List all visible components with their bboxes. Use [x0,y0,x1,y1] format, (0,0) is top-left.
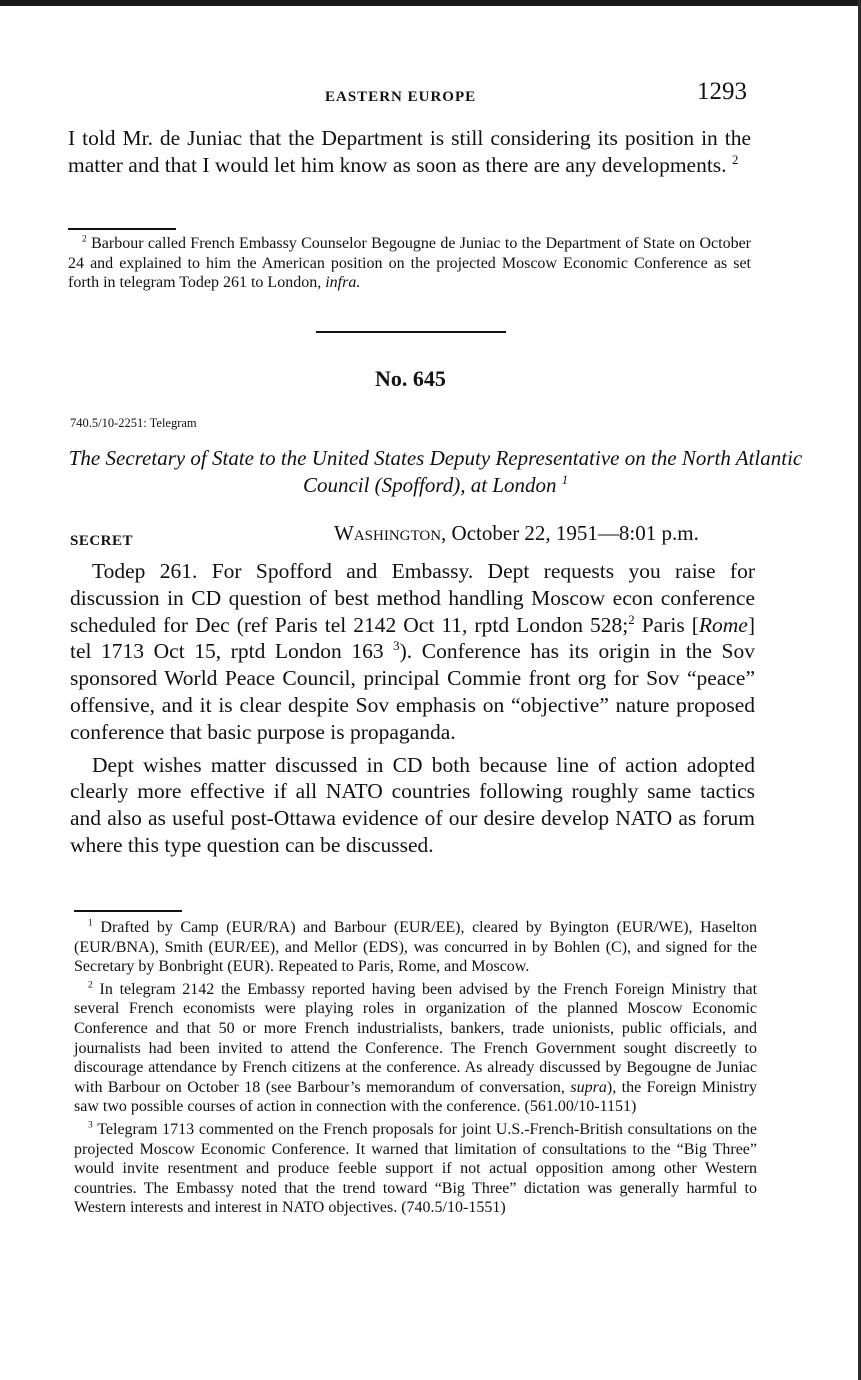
telegram-paragraph-1: Todep 261. For Spofford and Embassy. Dept requests you raise for discussion in CD question of best method handling Moscow econ conference scheduled for Dec (ref Paris tel 2142 Oct 11, rptd London 528;$^2$ Paris [Rome] tel 1713 Oct 15, rptd London 163 $^3$). Conference has its origin in the Sov sponsored World Peace Council, principal Commie front org for Sov “peace” offensive, and it is clear despite Sov emphasis on “objective” nature proposed conference that basic purpose is propaganda. [70,559,755,744]
preceding-paragraph-block [68,125,751,179]
footnotes [74,918,757,1218]
footnote-ref-2: 2 [628,612,635,627]
footnote-1: $^1$ Drafted by Camp (EUR/RA) and Barbour (EUR/EE), cleared by Byington (EUR/WE), Haselton (EUR/BNA), Smith (EUR/EE), and Mellor (EDS), was concurred in by Bohlen (C), and signed for the Secretary by Bonbright (EUR). Repeated to Paris, Rome, and Moscow. [74,917,758,976]
dateline-date: , October 22, 1951—8:01 p.m. [441,521,699,545]
file-reference: 740.5/10-2251: Telegram [70,416,197,430]
running-head: EASTERN EUROPE [325,89,477,105]
preceding-paragraph: I told Mr. de Juniac that the Department is still considering its position in the matter and that I would let him know as soon as there are any developments. $^2$ [68,126,751,177]
infra-italic: infra. [325,274,361,292]
dateline-place: Washington [334,521,442,545]
top-edge-bar [0,0,861,6]
footnote-3: $^3$ Telegram 1713 commented on the French proposals for joint U.S.-French-British consultations on the projected Moscow Economic Conference. It warned that limitation of consultations to the “Big Three” would invite resentment and produce feeble support if not actual opposition among other Western countries. The Embassy noted that the trend toward “Big Three” dictation was generally harmful to Western interests and interest in NATO objectives. (740.5/10-1551) [74,1119,758,1217]
telegram-paragraph-2: Dept wishes matter discussed in CD both because line of action adopted clearly more effective if all NATO countries following roughly same tactics and also as useful post-Ottawa evidence of our desire develop NATO as forum where this type question can be discussed. [70,752,755,857]
footnote-2: $^2$ In telegram 2142 the Embassy reported having been advised by the French Foreign Ministry that several French economists were playing roles in organization of the planned Moscow Economic Conference and that 50 or more French industrialists, bankers, trade unionists, public officials, and journalists had been invited to attend the Conference. The French Government sought discreetly to discourage attendance by French citizens at the conference. As already discussed by Begougne de Juniac with Barbour on October 18 (see Barbour’s memorandum of conversation, supra), the Foreign Ministry saw two possible courses of action in connection with the conference. (561.00/10-1151) [74,979,758,1116]
footnote-ref-2: 2 [731,152,739,167]
document-number: No. 645 [375,366,446,391]
footnote-marker: 2 [88,979,93,991]
footnote-marker: 2 [82,233,87,245]
preceding-footnote: $^2$ Barbour called French Embassy Counselor Begougne de Juniac to the Department of State on October 24 and explained to him the American position on the projected Moscow Economic Conference as set forth in telegram Todep 261 to London, infra. [68,233,751,292]
telegram-body [70,558,755,859]
dateline [334,521,699,546]
rome-italic: Rome [698,612,748,637]
document-title: The Secretary of State to the United States Deputy Representative on the North Atlantic Council (Spofford), at London $^1$ [68,446,803,497]
preceding-footnote-block [68,234,751,293]
footnote-marker: 3 [88,1119,93,1131]
section-divider [316,331,506,333]
footnote-ref-3: 3 [393,639,400,654]
footnote-divider [74,910,182,912]
page-number: 1293 [697,78,747,105]
footnote-divider-top [68,228,176,230]
supra-italic: supra [570,1078,607,1096]
classification-label: SECRET [70,533,134,549]
title-footnote-ref: 1 [561,473,569,487]
footnote-marker: 1 [88,917,93,929]
